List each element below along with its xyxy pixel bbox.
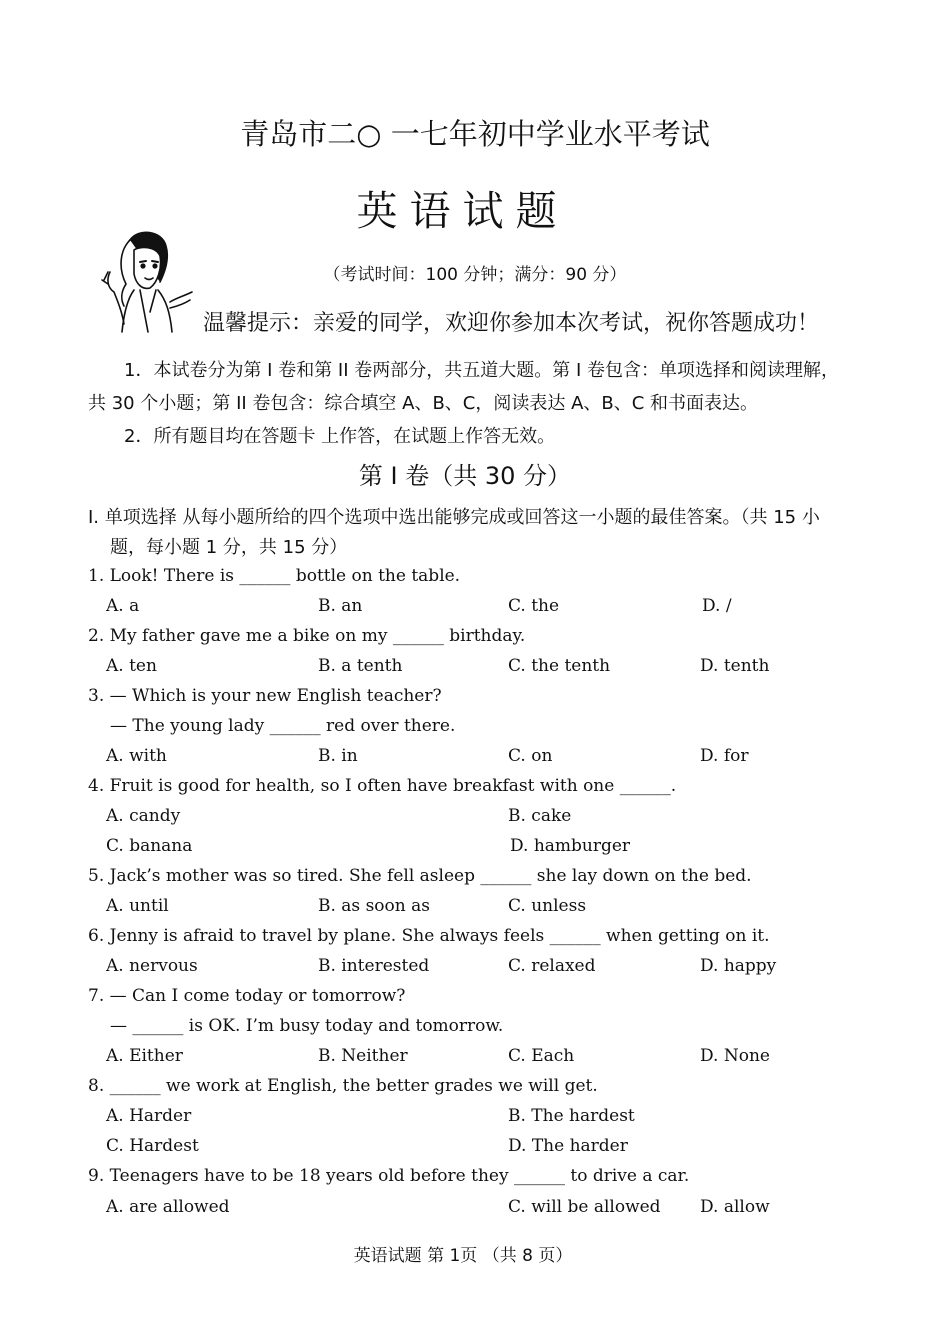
q8-option-d: D. The harder (508, 1136, 628, 1156)
q8-option-c: C. Hardest (106, 1136, 199, 1156)
question-6-stem: 6. Jenny is afraid to travel by plane. She always feels ______ when getting on it. (88, 926, 770, 946)
q6-option-d: D. happy (700, 956, 777, 976)
q4-option-a: A. candy (106, 806, 181, 826)
q5-option-a: A. until (106, 896, 169, 916)
question-7-line-2: — ______ is OK. I’m busy today and tomorrow. (110, 1016, 504, 1036)
q1-option-c: C. the (508, 596, 560, 616)
question-4-stem: 4. Fruit is good for health, so I often have breakfast with one ______. (88, 776, 677, 796)
note-1-line-2: 共 30 个小题；第 II 卷包含：综合填空 A、B、C，阅读表达 A、B、C 和书面表达。 (88, 393, 759, 414)
part-title: 第 I 卷（共 30 分） (358, 462, 572, 490)
q5-option-c: C. unless (508, 896, 587, 916)
q7-option-c: C. Each (508, 1046, 575, 1066)
q8-option-a: A. Harder (106, 1106, 192, 1126)
q1-option-d: D. / (702, 596, 732, 616)
q3-option-b: B. in (318, 746, 358, 766)
question-9-stem: 9. Teenagers have to be 18 years old before they ______ to drive a car. (88, 1166, 690, 1186)
question-8-stem: 8. ______ we work at English, the better grades we will get. (88, 1076, 598, 1096)
q4-option-b: B. cake (508, 806, 572, 826)
q9-option-d: D. allow (700, 1197, 770, 1217)
q9-option-a: A. are allowed (106, 1197, 230, 1217)
exam-title: 青岛市二○ 一七年初中学业水平考试 (240, 117, 710, 151)
q2-option-a: A. ten (106, 656, 157, 676)
q6-option-b: B. interested (318, 956, 430, 976)
question-5-stem: 5. Jack’s mother was so tired. She fell asleep ______ she lay down on the bed. (88, 866, 752, 886)
exam-info: （考试时间：100 分钟；满分：90 分） (323, 265, 627, 285)
q7-option-b: B. Neither (318, 1046, 408, 1066)
q4-option-c: C. banana (106, 836, 193, 856)
q2-option-c: C. the tenth (508, 656, 611, 676)
note-2: 2．所有题目均在答题卡 上作答，在试题上作答无效。 (124, 426, 556, 447)
q9-option-c: C. will be allowed (508, 1197, 661, 1217)
question-1-stem: 1. Look! There is ______ bottle on the table. (88, 566, 461, 586)
q3-option-c: C. on (508, 746, 553, 766)
section-instruction-line-1: I. 单项选择 从每小题所给的四个选项中选出能够完成或回答这一小题的最佳答案。（共 15 小 (88, 507, 820, 528)
q8-option-b: B. The hardest (508, 1106, 635, 1126)
q3-option-a: A. with (106, 746, 167, 766)
q6-option-a: A. nervous (106, 956, 198, 976)
q7-option-a: A. Either (106, 1046, 183, 1066)
question-2-stem: 2. My father gave me a bike on my ______ birthday. (88, 626, 526, 646)
question-7-stem: 7. — Can I come today or tomorrow? (88, 986, 406, 1006)
question-3-stem: 3. — Which is your new English teacher? (88, 686, 442, 706)
q1-option-a: A. a (106, 596, 140, 616)
note-1-line-1: 1．本试卷分为第 I 卷和第 II 卷两部分，共五道大题。第 I 卷包含：单项选择和阅读理解， (124, 360, 840, 381)
q5-option-b: B. as soon as (318, 896, 430, 916)
section-instruction-line-2: 题，每小题 1 分，共 15 分） (110, 537, 348, 558)
q3-option-d: D. for (700, 746, 749, 766)
q7-option-d: D. None (700, 1046, 770, 1066)
page-footer: 英语试题 第 1页 （共 8 页） (353, 1246, 573, 1266)
q2-option-b: B. a tenth (318, 656, 403, 676)
q6-option-c: C. relaxed (508, 956, 596, 976)
question-3-line-2: — The young lady ______ red over there. (110, 716, 456, 736)
q1-option-b: B. an (318, 596, 363, 616)
subject-title: 英语试题 (356, 187, 569, 235)
q4-option-d: D. hamburger (510, 836, 631, 856)
q2-option-d: D. tenth (700, 656, 770, 676)
warm-tip: 温馨提示：亲爱的同学，欢迎你参加本次考试，祝你答题成功！ (203, 311, 820, 336)
